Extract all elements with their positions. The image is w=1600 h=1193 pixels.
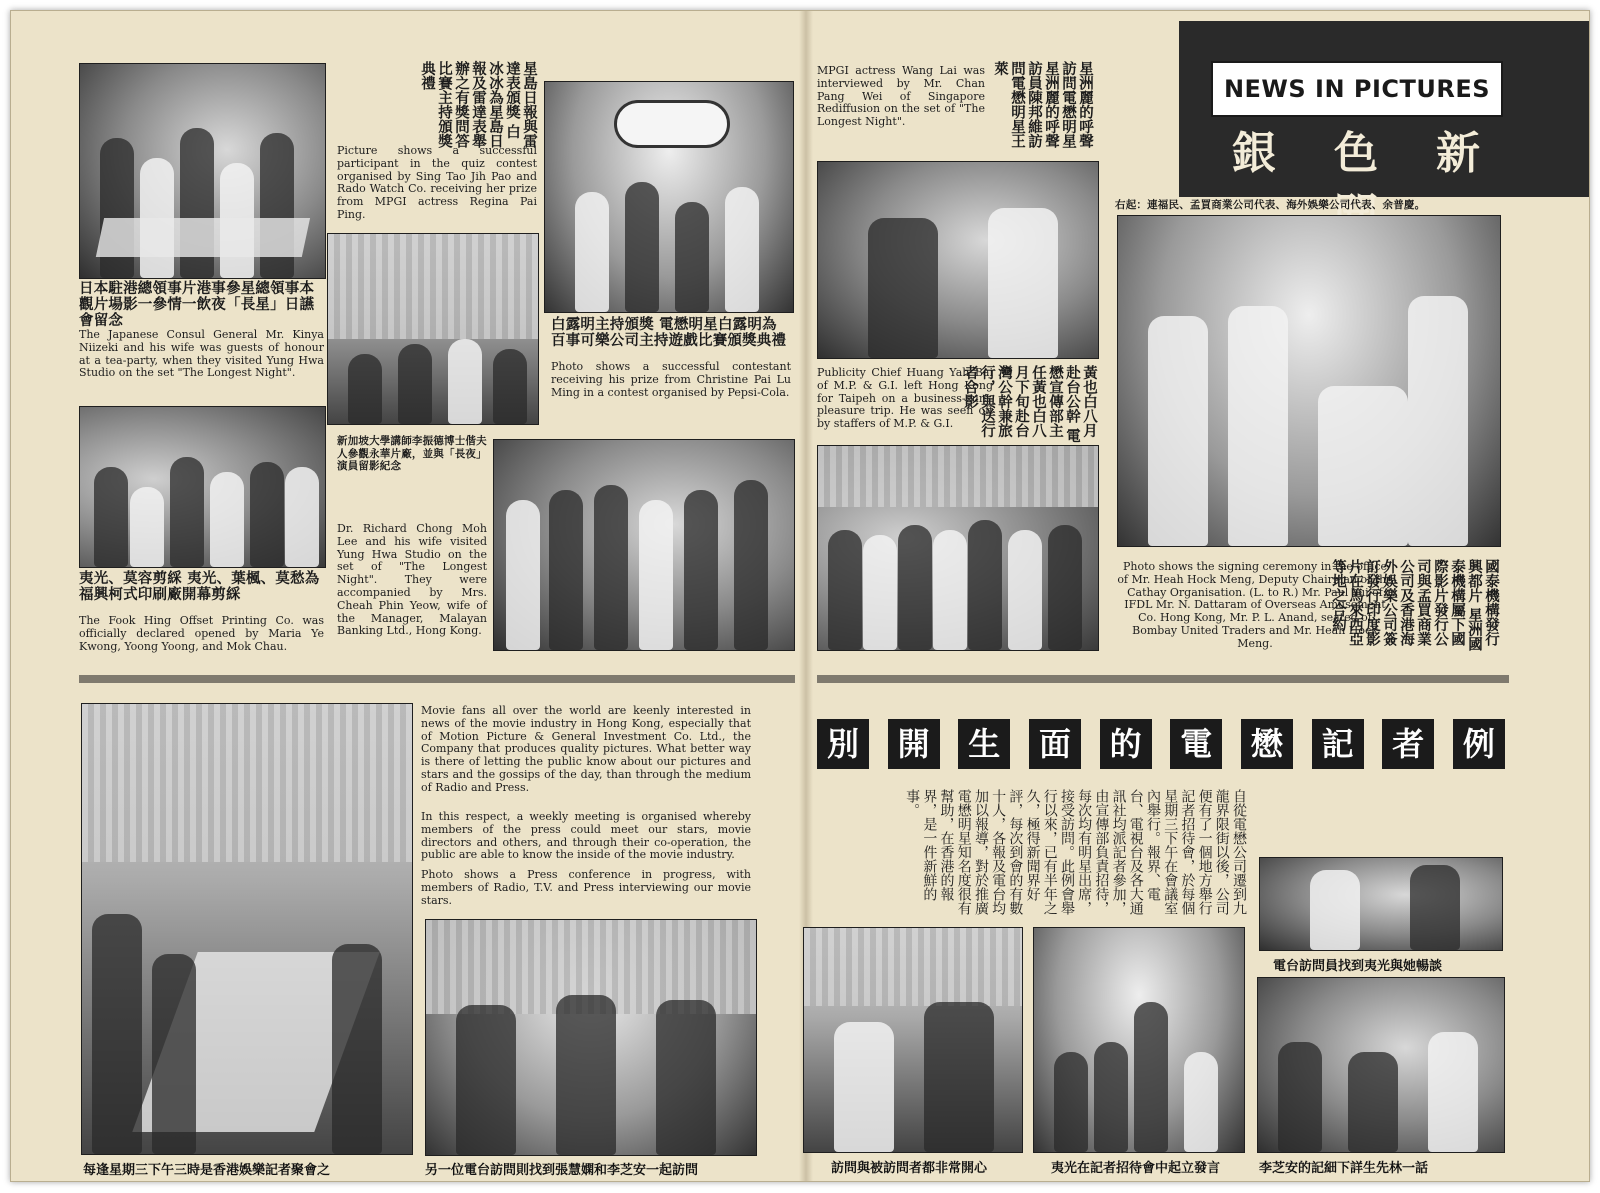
photo-caption-1: 訪問與被訪問者都非常開心 xyxy=(831,1161,988,1176)
reporter-chat-photo xyxy=(1257,977,1505,1153)
signing-english-caption: Photo shows the signing ceremony in the office of Mr. Heah Hock Meng, Deputy Chairman of the Cathay Organisation. (L. to R.) Mr. Paul Yui of IFDL Mr. N. Dattaram of Overseas Amusement Co. Hong Kong, Mr. P. L. Anand, seated of Bombay United Traders and Mr. Heah Hock Meng. xyxy=(1117,560,1393,650)
title-char-7: 記 xyxy=(1312,719,1364,769)
quiz-chinese-caption: 星島日報與雷達表頒獎 白冰冰為星島日報及雷達表舉辦之有獎問答比賽主持頒獎典禮 xyxy=(419,61,537,148)
consul-photo xyxy=(79,63,326,279)
title-char-9: 例 xyxy=(1453,719,1505,769)
standing-speech-photo xyxy=(1033,927,1245,1153)
radio-interviewer-photo xyxy=(1259,857,1503,951)
huang-chinese-caption: 黃也白八月赴台公幹 電懋宣傳部主任黃也白八月下旬赴台灣公幹兼旅行，與送行者合影 xyxy=(962,365,1097,443)
press-conference-photo xyxy=(81,703,413,1155)
fookhing-chinese-caption: 夷光、莫容剪綵 夷光、葉楓、莫愁為福興柯式印刷廠開幕剪綵 xyxy=(79,570,320,603)
title-char-2: 生 xyxy=(958,719,1010,769)
press-bottom-caption-middle: 另一位電台訪問則找到張慧嫻和李芝安一起訪問 xyxy=(425,1163,699,1178)
pepsi-photo xyxy=(544,81,794,313)
title-char-4: 的 xyxy=(1100,719,1152,769)
quiz-english-caption: Picture shows a successful participant in the quiz contest organised by Sing Tao Jih Pao and Rado Watch Co. receiving her prize from MPGI actress Regina Pai Ping. xyxy=(337,144,537,221)
pepsi-chinese-caption: 白露明主持頒獎 電懋明星白露明為百事可樂公司主持遊戲比賽頒獎典禮 xyxy=(551,316,787,349)
radio-interview-photo xyxy=(425,919,757,1156)
fookhing-english-caption: The Fook Hing Offset Printing Co. was officially declared opened by Maria Ye Kwong, Yoong Yoong, and Mok Chau. xyxy=(79,614,324,653)
reception-photo xyxy=(327,233,539,425)
signing-ceremony-photo xyxy=(1117,215,1501,547)
magazine-spread xyxy=(10,10,1590,1182)
huang-english-caption: Publicity Chief Huang Yah Bai of M.P. & G.I. left Hong Kong for Taipeh on a business-cum-pleasure trip. He was seen off by staffers of M.P. & G.I. xyxy=(817,366,993,431)
title-char-1: 開 xyxy=(888,719,940,769)
ribbon-cutting-photo xyxy=(79,406,326,568)
press-conference-title xyxy=(817,719,1505,769)
singapore-english-caption: Dr. Richard Chong Moh Lee and his wife visited Yung Hwa Studio on the set of "The Longest Night". They were accompanied by Mrs. Cheah Phin Yeow, wife of the Manager, Malayan Banking Ltd., Hong Kong. xyxy=(337,522,487,638)
consul-english-caption: The Japanese Consul General Mr. Kinya Niizeki and his wife was guests of honour at a tea-party, when they visited Yung Hwa Studio on the set "The Longest Night". xyxy=(79,328,324,380)
title-char-5: 電 xyxy=(1170,719,1222,769)
pepsi-english-caption: Photo shows a successful contestant receiving his prize from Christine Pai Lu Ming in a contest organised by Pepsi-Cola. xyxy=(551,360,791,399)
title-char-6: 懋 xyxy=(1241,719,1293,769)
press-paragraph-3: Photo shows a Press conference in progress, with members of Radio, T.V. and Press interviewing our movie stars. xyxy=(421,868,751,907)
photo-caption-4: 電台訪問員找到夷光與她暢談 xyxy=(1273,959,1443,974)
title-char-3: 面 xyxy=(1029,719,1081,769)
section-divider-left xyxy=(79,675,795,683)
title-char-8: 者 xyxy=(1382,719,1434,769)
section-divider-right xyxy=(817,675,1509,683)
interview-happy-photo xyxy=(803,927,1023,1153)
press-paragraph-1: Movie fans all over the world are keenly interested in news of the movie industry in Hong Kong, especially that of Motion Picture & General Investment Co. Ltd., the Company that produces quality pictures. What better way is there of letting the public know about our pictures and stars and the gossips of the day, than through the medium of Radio and Press. xyxy=(421,704,751,794)
signing-chinese-caption: 國泰機構發行興都片 星洲國泰機構屬下國際影片發行公司與孟買商業公司及香港海外娛樂公司簽訂發行印度影片在馬來西亞等地之合約 xyxy=(1330,559,1499,652)
press-conference-body: 自從電懋公司遷到九龍界限街以後，公司便有了一個地方舉行記者招待會，於每個星期三下午在會議室內舉行。報界、電台、電視台及各大通訊社均派記者參加，由宣傳部負責招待，每次均有明星出席，接受訪問。此例會舉行以來，已有半年之久，極得新聞界好評，每次到會的有數十人，各報及電台均加以報導，對於推廣電懋明星知名度很有幫助，在香港的報界，是一件新鮮的事。 xyxy=(904,789,1247,915)
press-paragraph-2: In this respect, a weekly meeting is organised whereby members of the press could meet our stars, movie directors and others, and through their co-operation, the public are able to know the inside of the movie industry. xyxy=(421,810,751,862)
wanglai-interview-photo xyxy=(817,161,1099,359)
consul-chinese-caption: 日本駐港總領事片港事參星總領事本觀片場影一參情一飲夜「長星」日讌會留念 xyxy=(79,280,315,329)
wanglai-chinese-caption: 星洲麗的呼聲訪問電懋明星 星洲麗的呼聲訪員陳邦維訪問電懋明星王萊 xyxy=(992,61,1093,148)
singapore-chinese-caption: 新加坡大學講師李振德博士偕夫人參觀永華片廠，並與「長夜」演員留影紀念 xyxy=(337,435,487,472)
huang-send-off-photo xyxy=(817,445,1099,651)
signing-top-caption: 右起：連福民、孟買商業公司代表、海外娛樂公司代表、余普慶。 xyxy=(1115,199,1426,211)
wanglai-english-caption: MPGI actress Wang Lai was interviewed by Mr. Chan Pang Wei of Singapore Rediffusion on the set of "The Longest Night". xyxy=(817,64,985,129)
press-bottom-caption-left: 每逢星期三下午三時是香港娛樂記者聚會之 xyxy=(83,1163,331,1178)
photo-caption-2: 夷光在記者招待會中起立發言 xyxy=(1051,1161,1221,1176)
singapore-visitors-photo xyxy=(493,439,795,651)
masthead-chinese-title: 銀色新 xyxy=(1232,128,1538,179)
photo-caption-3: 李芝安的記細下詳生先林一話 xyxy=(1259,1161,1429,1176)
title-char-0: 別 xyxy=(817,719,869,769)
news-in-pictures-header: NEWS IN PICTURES xyxy=(1211,61,1503,117)
